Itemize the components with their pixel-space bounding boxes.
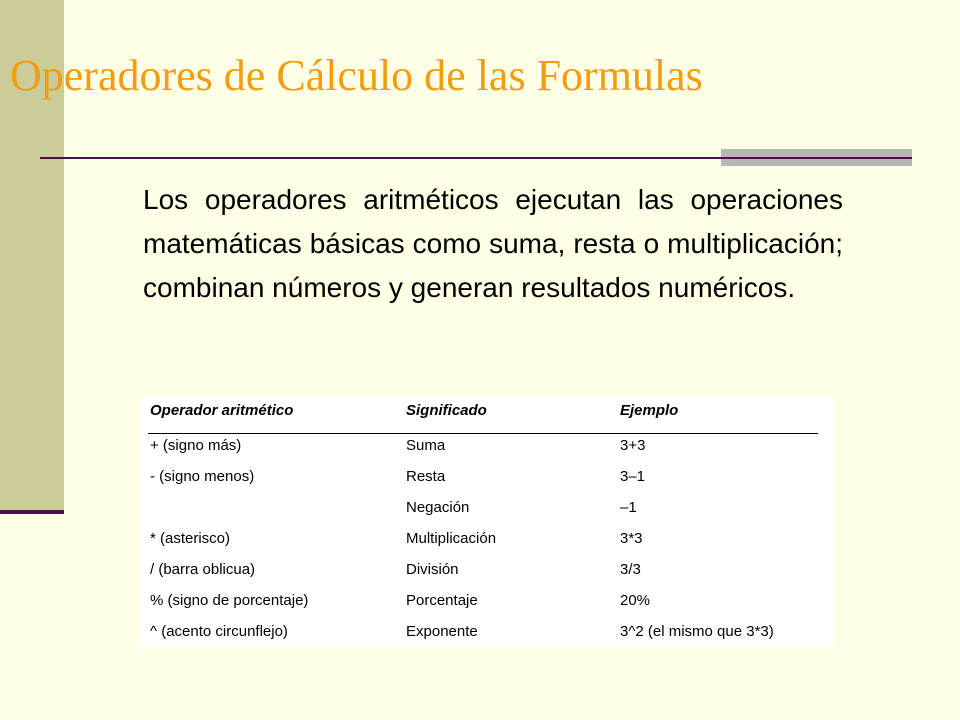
table-header-row	[140, 395, 834, 426]
meaning-cell: Exponente	[406, 623, 478, 640]
table-row	[140, 461, 834, 492]
operator-cell: ^ (acento circunflejo)	[150, 623, 288, 640]
operator-cell: / (barra oblicua)	[150, 561, 256, 578]
header-example: Ejemplo	[620, 402, 679, 419]
header-meaning: Significado	[406, 402, 487, 419]
meaning-cell: Porcentaje	[406, 592, 478, 609]
meaning-cell: División	[406, 561, 459, 578]
operator-cell: + (signo más)	[150, 437, 242, 454]
operator-cell: - (signo menos)	[150, 468, 255, 485]
example-cell: 3–1	[620, 468, 646, 485]
slide-title: Operadores de Cálculo de las Formulas	[10, 51, 703, 100]
slide-body-text: Los operadores aritméticos ejecutan las operaciones matemáticas básicas como suma, resta o multiplicación; combinan números y generan resultados numéricos.	[143, 184, 843, 303]
operator-cell: % (signo de porcentaje)	[150, 592, 309, 609]
header-operator: Operador aritmético	[150, 402, 294, 419]
example-cell: 3*3	[620, 530, 643, 547]
table-row	[140, 492, 834, 523]
title-rule-gray-top	[721, 149, 912, 157]
example-cell: 20%	[620, 592, 651, 609]
side-decor-line	[0, 510, 64, 514]
table-row	[140, 554, 834, 585]
table-row	[140, 616, 834, 647]
example-cell: 3/3	[620, 561, 641, 578]
table-row	[140, 430, 834, 461]
meaning-cell: Suma	[406, 437, 446, 454]
operator-cell: * (asterisco)	[150, 530, 231, 547]
example-cell: –1	[620, 499, 637, 516]
example-cell: 3+3	[620, 437, 646, 454]
example-cell: 3^2 (el mismo que 3*3)	[620, 623, 774, 640]
meaning-cell: Resta	[406, 468, 446, 485]
table-row	[140, 523, 834, 554]
table-row	[140, 585, 834, 616]
operators-table	[140, 395, 834, 647]
title-rule-gray-bottom	[721, 159, 912, 166]
meaning-cell: Negación	[406, 499, 470, 516]
meaning-cell: Multiplicación	[406, 530, 497, 547]
